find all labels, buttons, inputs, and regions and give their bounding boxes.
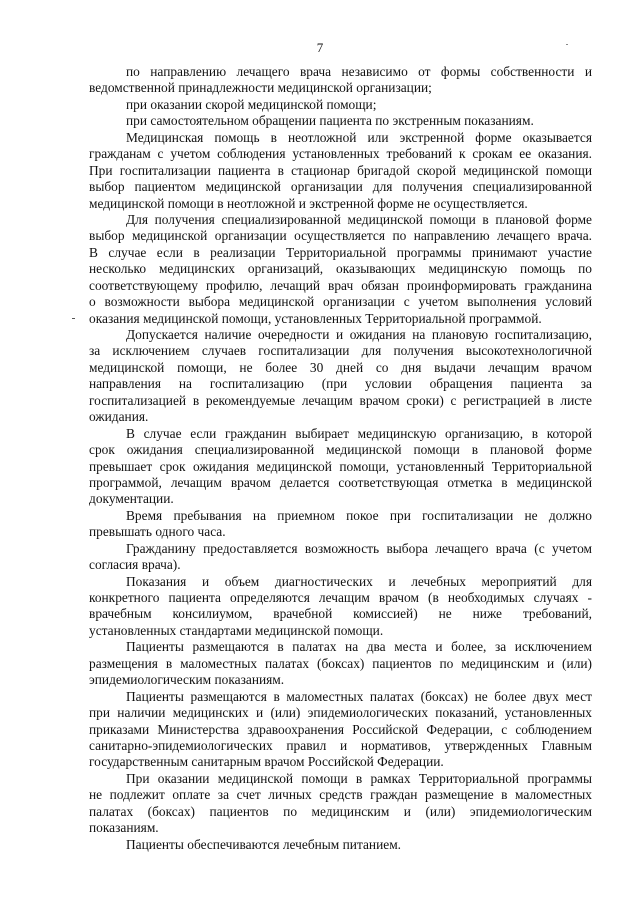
text-line: госпитализацией в рекомендуемые лечащим врачом сроки) с регистрацией в листе xyxy=(89,392,592,408)
text-line: программой, лечащим врачом делается соответствующая отметка в медицинской xyxy=(89,474,592,490)
text-line: размещения в маломестных палатах (боксах) пациентов по медицинским и (или) xyxy=(89,655,592,671)
text-line: выбор медицинской организации осуществляется по направлению лечащего врача. xyxy=(89,228,592,244)
text-line: При госпитализации пациента в стационар бригадой скорой медицинской помощи xyxy=(89,162,592,178)
text-line: Медицинская помощь в неотложной или экстренной форме оказывается xyxy=(126,129,592,145)
text-line: по направлению лечащего врача независимо от формы собственности и xyxy=(126,64,592,79)
text-line: Пациенты размещаются в маломестных палатах (боксах) не более двух мест xyxy=(126,688,592,704)
text-line: при оказании скорой медицинской помощи; xyxy=(126,96,377,112)
text-line: Пациенты размещаются в палатах на два места и более, за исключением xyxy=(126,639,592,655)
document-body xyxy=(89,64,592,853)
scan-speck xyxy=(566,44,568,45)
text-line: при наличии медицинских и (или) эпидемиологических показаний, установленных xyxy=(89,705,592,721)
text-line: При оказании медицинской помощи в рамках Территориальной программы xyxy=(126,770,592,786)
text-line: медицинской помощи в неотложной и экстренной форме не осуществляется. xyxy=(89,195,528,211)
text-line: Время пребывания на приемном покое при госпитализации не должно xyxy=(126,507,592,523)
text-line: эпидемиологическим показаниям. xyxy=(89,672,285,688)
text-line: показаниям. xyxy=(89,820,159,836)
text-line: Пациенты обеспечиваются лечебным питанием. xyxy=(126,836,402,852)
text-line: конкретного пациента определяются лечащим врачом (в необходимых случаях - xyxy=(89,590,592,605)
text-line: превышать одного часа. xyxy=(89,524,226,540)
text-line: документации. xyxy=(89,491,174,507)
text-line: гражданам с учетом соблюдения установленных требований к срокам ее оказания. xyxy=(89,146,592,162)
text-line: выбор пациентом медицинской организации для получения специализированной xyxy=(89,179,592,195)
text-line: палатах (боксах) пациентов по медицинским и (или) эпидемиологическим xyxy=(89,803,592,819)
text-line: превышает срок ожидания медицинской помощи, установленный Территориальной xyxy=(89,458,592,474)
page-number: 7 xyxy=(316,40,324,55)
text-line: оказания медицинской помощи, установленных Территориальной программой. xyxy=(89,310,542,326)
text-line: ожидания. xyxy=(89,409,149,425)
text-line: установленных стандартами медицинской помощи. xyxy=(89,622,384,638)
text-line: Для получения специализированной медицинской помощи в плановой форме xyxy=(126,211,592,227)
text-line: Показания и объем диагностических и лечебных мероприятий для xyxy=(126,573,592,589)
text-line: Гражданину предоставляется возможность выбора лечащего врача (с учетом xyxy=(126,540,592,556)
text-line: Допускается наличие очередности и ожидания на плановую госпитализацию, xyxy=(126,327,592,342)
text-line: согласия врача). xyxy=(89,557,181,573)
text-line: о возможности выбора медицинской организации с учетом выполнения условий xyxy=(89,294,592,310)
text-line: приказами Министерства здравоохранения Российской Федерации, с соблюдением xyxy=(89,721,592,737)
text-line: государственным санитарным врачом Российской Федерации. xyxy=(89,754,444,770)
text-line: не подлежит оплате за счет личных средств граждан размещение в маломестных xyxy=(89,787,592,803)
text-line: соответствующему профилю, лечащий врач обязан проинформировать гражданина xyxy=(89,277,592,293)
text-line: медицинской помощи, не более 30 дней со дня выдачи лечащим врачом xyxy=(89,359,592,375)
text-line: за исключением случаев госпитализации для получения высокотехнологичной xyxy=(89,343,592,359)
text-line: ведомственной принадлежности медицинской организации; xyxy=(89,80,432,96)
text-line: врачебным консилиумом, врачебной комиссией) не ниже требований, xyxy=(89,606,592,622)
text-line: В случае если гражданин выбирает медицинскую организацию, в которой xyxy=(126,425,592,441)
text-line: несколько медицинских организаций, оказывающих медицинскую помощь по xyxy=(89,261,592,277)
text-line: направления на госпитализацию (при условии обращения пациента за xyxy=(89,376,592,392)
text-line: В случае если в реализации Территориальной программы принимают участие xyxy=(89,244,592,260)
margin-mark xyxy=(72,318,75,319)
text-line: при самостоятельном обращении пациента по экстренным показаниям. xyxy=(126,113,534,129)
text-line: срок ожидания специализированной медицинской помощи в плановой форме xyxy=(89,442,592,458)
text-line: санитарно-эпидемиологических правил и нормативов, утвержденных Главным xyxy=(89,737,592,753)
